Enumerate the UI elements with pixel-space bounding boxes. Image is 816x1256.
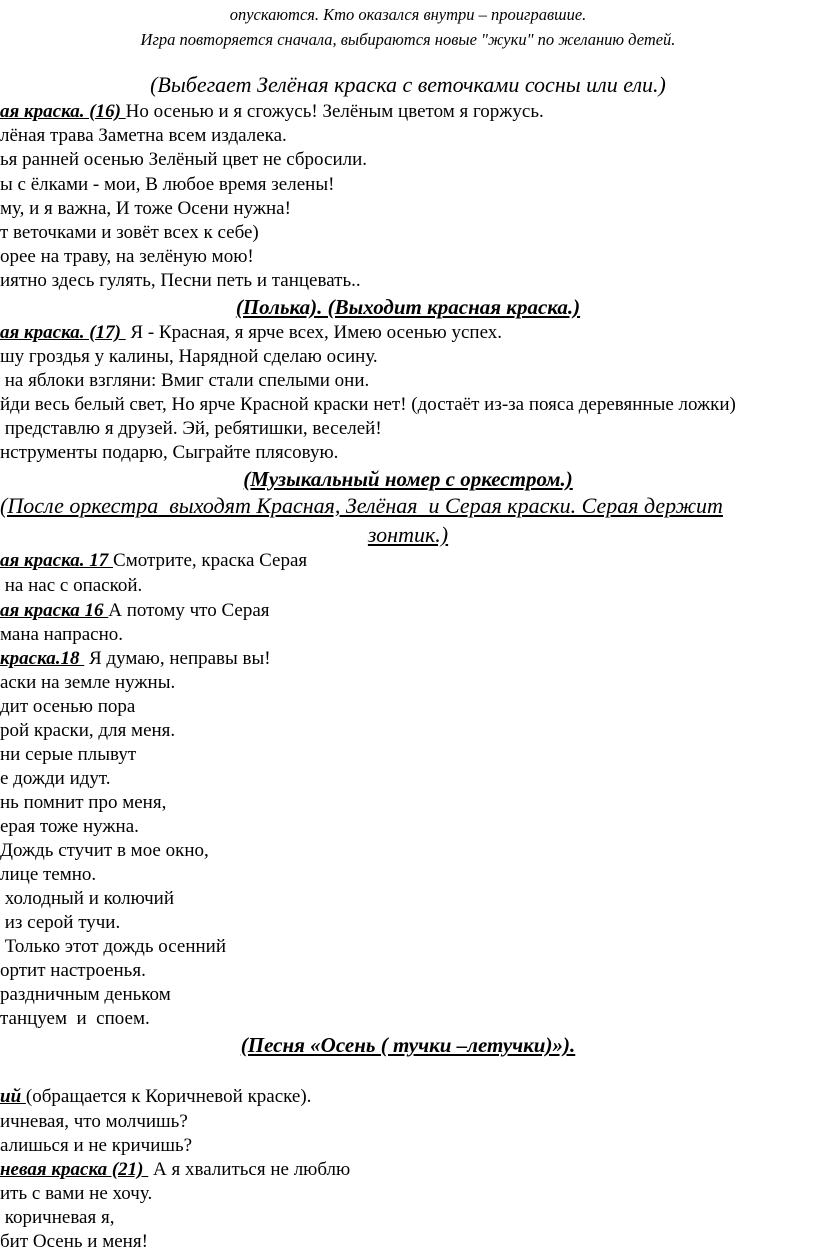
text-line: танцуем и споем. — [0, 1008, 150, 1029]
stage-direction: (Выбегает Зелёная краска с веточками сосны или ели.) — [150, 72, 666, 97]
stage-direction: (Полька). (Выходит красная краска.) — [235, 295, 581, 319]
text-line: ить с вами не хочу. — [0, 1183, 153, 1204]
text-line: ья ранней осенью Зелёный цвет не сбросили. — [0, 149, 368, 170]
text-line: рой краски, для меня. — [0, 720, 176, 741]
text-line: ы с ёлками - мои, В любое время зелены! — [0, 174, 335, 195]
dialogue-text: А я хвалиться не люблю — [148, 1159, 351, 1180]
dialogue-text: Я - Красная, я ярче всех, Имею осенью успех. — [125, 322, 503, 343]
text-line: Дождь стучит в мое окно, — [0, 840, 209, 861]
text-line: орее на траву, на зелёную мою! — [0, 246, 254, 267]
text-line: представлю я друзей. Эй, ребятишки, веселей! — [0, 418, 382, 439]
text-line: ортит настроенья. — [0, 960, 146, 981]
dialogue-text: А потому что Серая — [108, 600, 270, 621]
text-line: лице темно. — [0, 864, 97, 885]
text-line: алишься и не кричишь? — [0, 1135, 193, 1156]
dialogue-text: Но осенью и я сгожусь! Зелёным цветом я горжусь. — [125, 101, 544, 122]
dialogue-text: Смотрите, краска Серая — [113, 550, 308, 571]
dialogue-line — [0, 600, 270, 622]
text-line: холодный и колючий — [0, 888, 175, 909]
text-line: мана напрасно. — [0, 624, 123, 645]
text-line: раздничным деньком — [0, 984, 171, 1005]
dialogue-line — [0, 322, 502, 344]
speaker-label: ий — [0, 1086, 26, 1107]
text-line: аски на земле нужны. — [0, 672, 176, 693]
dialogue-line — [0, 1159, 350, 1181]
text-line: бит Осень и меня! — [0, 1231, 148, 1252]
dialogue-line — [0, 101, 544, 123]
text-line: коричневая я, — [0, 1207, 115, 1228]
dialogue-line — [0, 648, 271, 670]
text-line: нь помнит про меня, — [0, 792, 167, 813]
dialogue-line — [0, 550, 307, 572]
text-line: на яблоки взгляни: Вмиг стали спелыми они. — [0, 370, 370, 391]
speaker-label: ая краска. (16) — [0, 101, 126, 122]
text-line: т веточками и зовёт всех к себе) — [0, 222, 259, 243]
text-line: е дожди идут. — [0, 768, 111, 789]
text-line: опускаются. Кто оказался внутри – проигравшие. — [229, 5, 587, 24]
text-line: лёная трава Заметна всем издалека. — [0, 125, 287, 146]
text-line: из серой тучи. — [0, 912, 121, 933]
text-line: на нас с опаской. — [0, 575, 143, 596]
stage-direction: (Песня «Осень ( тучки –летучки)»). — [240, 1033, 576, 1057]
text-line: шу гроздья у калины, Нарядной сделаю осину. — [0, 346, 378, 367]
speaker-label: ая краска. 17 — [0, 550, 114, 571]
text-line: иятно здесь гулять, Песни петь и танцевать.. — [0, 270, 361, 291]
text-line: му, и я важна, И тоже Осени нужна! — [0, 198, 291, 219]
text-line: ни серые плывут — [0, 744, 137, 765]
text-line: ичневая, что молчишь? — [0, 1111, 188, 1132]
text-line: нструменты подарю, Сыграйте плясовую. — [0, 442, 339, 463]
text-line: дит осенью пора — [0, 696, 136, 717]
text-line: Игра повторяется сначала, выбираются новые "жуки" по желанию детей. — [140, 30, 676, 49]
speaker-label: ая краска. (17) — [0, 322, 126, 343]
speaker-label: невая краска (21) — [0, 1159, 149, 1180]
stage-direction: зонтик.) — [367, 522, 449, 547]
stage-direction: (После оркестра выходят Красная, Зелёная и Серая краски. Серая держит — [0, 493, 723, 518]
speaker-label: ая краска 16 — [0, 600, 109, 621]
speaker-label: краска.18 — [0, 648, 85, 669]
stage-direction: (Музыкальный номер с оркестром.) — [243, 467, 573, 491]
text-line: ерая тоже нужна. — [0, 816, 139, 837]
dialogue-line — [0, 1086, 311, 1108]
text-line: йди весь белый свет, Но ярче Красной краски нет! (достаёт из-за пояса деревянные ложки) — [0, 394, 736, 415]
text-line: Только этот дождь осенний — [0, 936, 226, 957]
dialogue-text: Я думаю, неправы вы! — [84, 648, 271, 669]
dialogue-text: (обращается к Коричневой краске). — [25, 1086, 312, 1107]
